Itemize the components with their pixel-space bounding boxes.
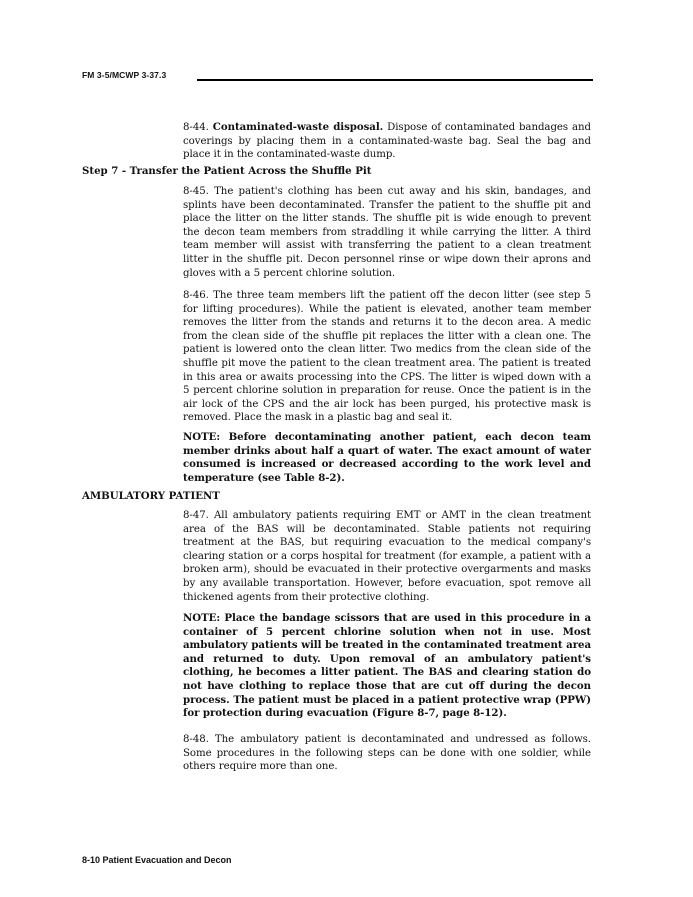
paragraph-text: Dispose of contaminated bandages and coverings by placing them in a contaminated-waste bag. Seal the bag and place it in the contaminated-waste dump. — [183, 122, 591, 161]
header-rule — [197, 79, 593, 81]
step-7-heading: Step 7 - Transfer the Patient Across the Shuffle Pit — [82, 165, 372, 177]
paragraph-8-44 — [183, 121, 591, 162]
note-bandage-scissors: NOTE: Place the bandage scissors that are used in this procedure in a container of 5 percent chlorine solution when not in use. Most ambulatory patients will be treated in the contaminated treatment area and returned to duty. Upon removal of an ambulatory patient's clothing, he becomes a litter patient. The BAS and clearing station do not have clothing to replace those that are cut off during the decon process. The patient must be placed in a patient protective wrap (PPW) for protection during evacuation (Figure 8-7, page 8-12). — [183, 612, 591, 720]
running-header: FM 3-5/MCWP 3-37.3 — [82, 70, 167, 80]
paragraph-title: Contaminated-waste disposal. — [212, 121, 384, 133]
paragraph-8-47: 8-47. All ambulatory patients requiring EMT or AMT in the clean treatment area of the BAS will be decontaminated. Stable patients not requiring treatment at the BAS, but requiring evacuation to the medical company's clearing station or a corps hospital for treatment (for example, a patient with a broken arm), should be evacuated in their protective overgarments and masks by any available transportation. However, before evacuation, spot remove all thickened agents from their protective clothing. — [183, 510, 591, 603]
paragraph-8-46: 8-46. The three team members lift the patient off the decon litter (see step 5 for lifting procedures). While the patient is elevated, another team member removes the litter from the stands and returns it to the decon area. A medic from the clean side of the shuffle pit replaces the litter with a clean one. The patient is lowered onto the clean litter. Two medics from the clean side of the shuffle pit move the patient to the clean treatment area. The patient is treated in this area or awaits processing into the CPS. The litter is wiped down with a 5 percent chlorine solution in preparation for reuse. Once the patient is in the air lock of the CPS and the air lock has been purged, his protective mask is removed. Place the mask in a plastic bag and seal it. — [183, 290, 591, 424]
paragraph-8-48: 8-48. The ambulatory patient is decontaminated and undressed as follows. Some procedures in the following steps can be done with one soldier, while others require more than one. — [183, 734, 591, 773]
note-water: NOTE: Before decontaminating another patient, each decon team member drinks about half a quart of water. The exact amount of water consumed is increased or decreased according to the work level and temperature (see Table 8-2). — [183, 431, 591, 484]
paragraph-number: 8-44. — [183, 122, 209, 133]
ambulatory-heading: AMBULATORY PATIENT — [82, 490, 220, 502]
page-footer: 8-10 Patient Evacuation and Decon — [82, 855, 232, 865]
paragraph-8-45: 8-45. The patient's clothing has been cut away and his skin, bandages, and splints have been decontaminated. Transfer the patient to the shuffle pit and place the litter on the litter stands. The shuffle pit is wide enough to prevent the decon team members from straddling it while carrying the litter. A third team member will assist with transferring the patient to a clean treatment litter in the shuffle pit. Decon personnel rinse or wipe down their aprons and gloves with a 5 percent chlorine solution. — [183, 186, 591, 279]
